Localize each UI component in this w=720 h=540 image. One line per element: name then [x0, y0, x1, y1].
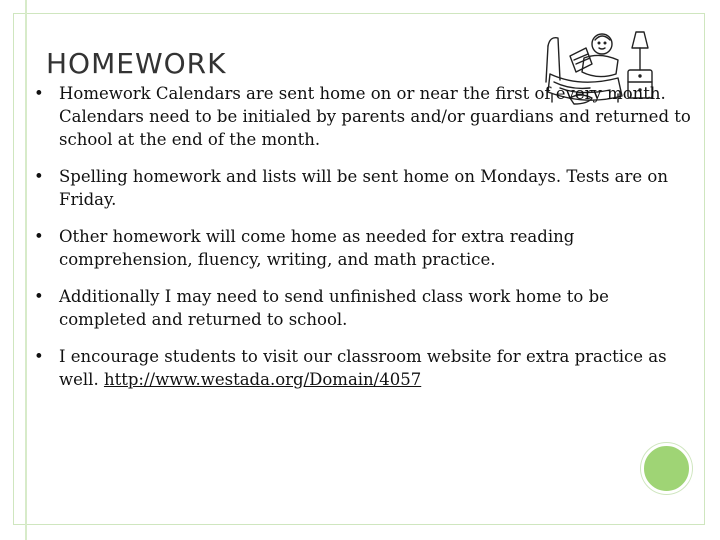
slide-spine [25, 0, 27, 540]
bullet-marker: • [34, 347, 44, 366]
bullet-marker: • [34, 84, 44, 103]
bullet-item-calendars [34, 82, 694, 151]
bullet-item-unfinished-work [34, 285, 694, 331]
slide-title: HOMEWORK [46, 47, 227, 80]
bullet-text: Other homework will come home as needed for extra reading comprehension, fluency, writing, and math practice. [59, 227, 575, 269]
bullet-text: Homework Calendars are sent home on or near the first of every month. Calendars need to be initialed by parents and/or guardians and returned to school at the end of the month. [59, 84, 691, 149]
homework-bullet-list [34, 82, 694, 405]
bullet-text: I encourage students to visit our classroom website for extra practice as well. [59, 347, 667, 389]
decorative-green-circle [641, 443, 692, 494]
bullet-text: Additionally I may need to send unfinished class work home to be completed and returned to school. [59, 287, 609, 329]
bullet-marker: • [34, 287, 44, 306]
bullet-item-spelling [34, 165, 694, 211]
classroom-website-link[interactable]: http://www.westada.org/Domain/4057 [103, 370, 422, 389]
bullet-marker: • [34, 227, 44, 246]
bullet-marker: • [34, 167, 44, 186]
bullet-item-other-homework [34, 225, 694, 271]
bullet-item-website [34, 345, 694, 391]
bullet-text: Spelling homework and lists will be sent home on Mondays. Tests are on Friday. [59, 167, 668, 209]
